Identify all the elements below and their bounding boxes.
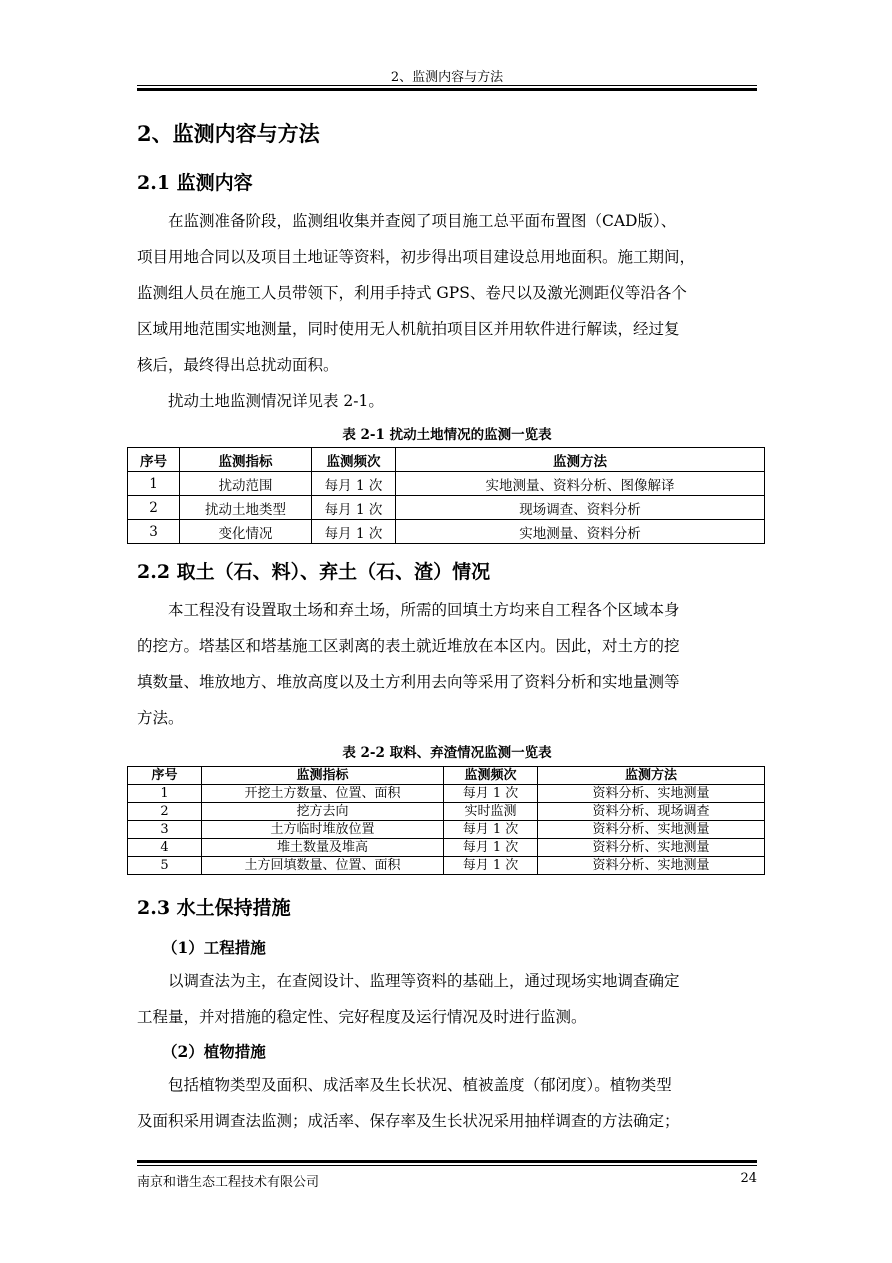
table-cell: 资料分析、现场调查 bbox=[538, 803, 765, 821]
text-line: 以调查法为主，在查阅设计、监理等资料的基础上，通过现场实地调查确定 bbox=[168, 972, 680, 990]
table-cell: 土方临时堆放位置 bbox=[202, 821, 444, 839]
subsection-2-2-paragraph bbox=[137, 592, 757, 736]
table-row bbox=[128, 785, 765, 803]
table-2-2 bbox=[127, 766, 765, 875]
subsection-2-1-title: 2.1 监测内容 bbox=[137, 172, 253, 194]
table-cell: 土方回填数量、位置、面积 bbox=[202, 857, 444, 875]
table-header-row bbox=[128, 767, 765, 785]
table-cell: 变化情况 bbox=[180, 520, 312, 544]
table-row bbox=[128, 496, 765, 520]
table-cell: 扰动土地类型 bbox=[180, 496, 312, 520]
text-line: 核后，最终得出总扰动面积。 bbox=[137, 356, 339, 374]
table-row bbox=[128, 821, 765, 839]
header-rule-thin bbox=[137, 85, 757, 86]
engineering-measures-paragraph bbox=[137, 963, 757, 1035]
text-line: 工程量，并对措施的稳定性、完好程度及运行情况及时进行监测。 bbox=[137, 1008, 587, 1026]
header-rule-thick bbox=[137, 88, 757, 91]
table-cell: 3 bbox=[128, 821, 202, 839]
table-header-row bbox=[128, 448, 765, 472]
table-cell: 开挖土方数量、位置、面积 bbox=[202, 785, 444, 803]
engineering-measures-title: （1）工程措施 bbox=[162, 938, 266, 957]
table-cell: 每月 1 次 bbox=[444, 839, 538, 857]
table-row bbox=[128, 520, 765, 544]
table-cell: 挖方去向 bbox=[202, 803, 444, 821]
text-line: 在监测准备阶段，监测组收集并查阅了项目施工总平面布置图（CAD版）、 bbox=[168, 212, 677, 230]
header-cell: 序号 bbox=[128, 767, 202, 785]
header-cell: 监测频次 bbox=[312, 448, 396, 472]
footer-rule-thick bbox=[137, 1160, 757, 1163]
table-cell: 实地测量、资料分析、图像解译 bbox=[396, 472, 765, 496]
table-cell: 每月 1 次 bbox=[444, 821, 538, 839]
table-row bbox=[128, 472, 765, 496]
table-cell: 每月 1 次 bbox=[444, 857, 538, 875]
header-cell: 监测方法 bbox=[538, 767, 765, 785]
table-cell: 4 bbox=[128, 839, 202, 857]
plant-measures-title: （2）植物措施 bbox=[162, 1042, 266, 1061]
text-line: 及面积采用调查法监测；成活率、保存率及生长状况采用抽样调查的方法确定； bbox=[137, 1112, 680, 1130]
subsection-2-3-title: 2.3 水土保持措施 bbox=[137, 897, 291, 919]
table-cell: 5 bbox=[128, 857, 202, 875]
table-2-2-caption: 表 2-2 取料、弃渣情况监测一览表 bbox=[342, 745, 552, 761]
subsection-2-2-title: 2.2 取土（石、料）、弃土（石、渣）情况 bbox=[137, 561, 491, 583]
text-line: 本工程没有设置取土场和弃土场，所需的回填土方均来自工程各个区域本身 bbox=[168, 601, 680, 619]
table-row bbox=[128, 803, 765, 821]
footer-company: 南京和谐生态工程技术有限公司 bbox=[137, 1175, 320, 1190]
table-cell: 每月 1 次 bbox=[312, 496, 396, 520]
header-cell: 监测指标 bbox=[180, 448, 312, 472]
table-cell: 每月 1 次 bbox=[312, 520, 396, 544]
header-cell: 监测方法 bbox=[396, 448, 765, 472]
table-cell: 1 bbox=[128, 472, 180, 496]
text-line: 方法。 bbox=[137, 709, 184, 727]
text-line: 包括植物类型及面积、成活率及生长状况、植被盖度（郁闭度）。植物类型 bbox=[168, 1076, 672, 1094]
table-cell: 资料分析、实地测量 bbox=[538, 839, 765, 857]
header-cell: 监测指标 bbox=[202, 767, 444, 785]
table-cell: 实时监测 bbox=[444, 803, 538, 821]
table-cell: 每月 1 次 bbox=[312, 472, 396, 496]
text-line: 的挖方。塔基区和塔基施工区剥离的表土就近堆放在本区内。因此，对土方的挖 bbox=[137, 637, 680, 655]
table-cell: 资料分析、实地测量 bbox=[538, 785, 765, 803]
subsection-2-1-paragraph bbox=[137, 203, 757, 419]
running-header: 2、监测内容与方法 bbox=[390, 70, 504, 85]
section-title: 2、监测内容与方法 bbox=[137, 121, 320, 146]
table-cell: 资料分析、实地测量 bbox=[538, 857, 765, 875]
text-line: 区域用地范围实地测量，同时使用无人机航拍项目区并用软件进行解读，经过复 bbox=[137, 320, 680, 338]
table-2-1-caption: 表 2-1 扰动土地情况的监测一览表 bbox=[342, 427, 552, 443]
text-line: 项目用地合同以及项目土地证等资料，初步得出项目建设总用地面积。施工期间， bbox=[137, 248, 696, 266]
footer-rule-thin bbox=[137, 1165, 757, 1166]
text-line: 监测组人员在施工人员带领下，利用手持式 GPS、卷尺以及激光测距仪等沿各个 bbox=[137, 284, 687, 302]
table-cell: 资料分析、实地测量 bbox=[538, 821, 765, 839]
plant-measures-paragraph bbox=[137, 1067, 757, 1139]
table-cell: 每月 1 次 bbox=[444, 785, 538, 803]
table-row bbox=[128, 839, 765, 857]
table-cell: 1 bbox=[128, 785, 202, 803]
table-cell: 2 bbox=[128, 803, 202, 821]
table-cell: 现场调查、资料分析 bbox=[396, 496, 765, 520]
table-2-1 bbox=[127, 447, 765, 544]
table-cell: 实地测量、资料分析 bbox=[396, 520, 765, 544]
header-cell: 序号 bbox=[128, 448, 180, 472]
table-row bbox=[128, 857, 765, 875]
text-line: 填数量、堆放地方、堆放高度以及土方利用去向等采用了资料分析和实地量测等 bbox=[137, 673, 680, 691]
header-cell: 监测频次 bbox=[444, 767, 538, 785]
table-cell: 扰动范围 bbox=[180, 472, 312, 496]
page-number: 24 bbox=[740, 1171, 757, 1186]
text-line: 扰动土地监测情况详见表 2-1。 bbox=[168, 392, 384, 410]
table-cell: 3 bbox=[128, 520, 180, 544]
table-cell: 堆土数量及堆高 bbox=[202, 839, 444, 857]
table-cell: 2 bbox=[128, 496, 180, 520]
